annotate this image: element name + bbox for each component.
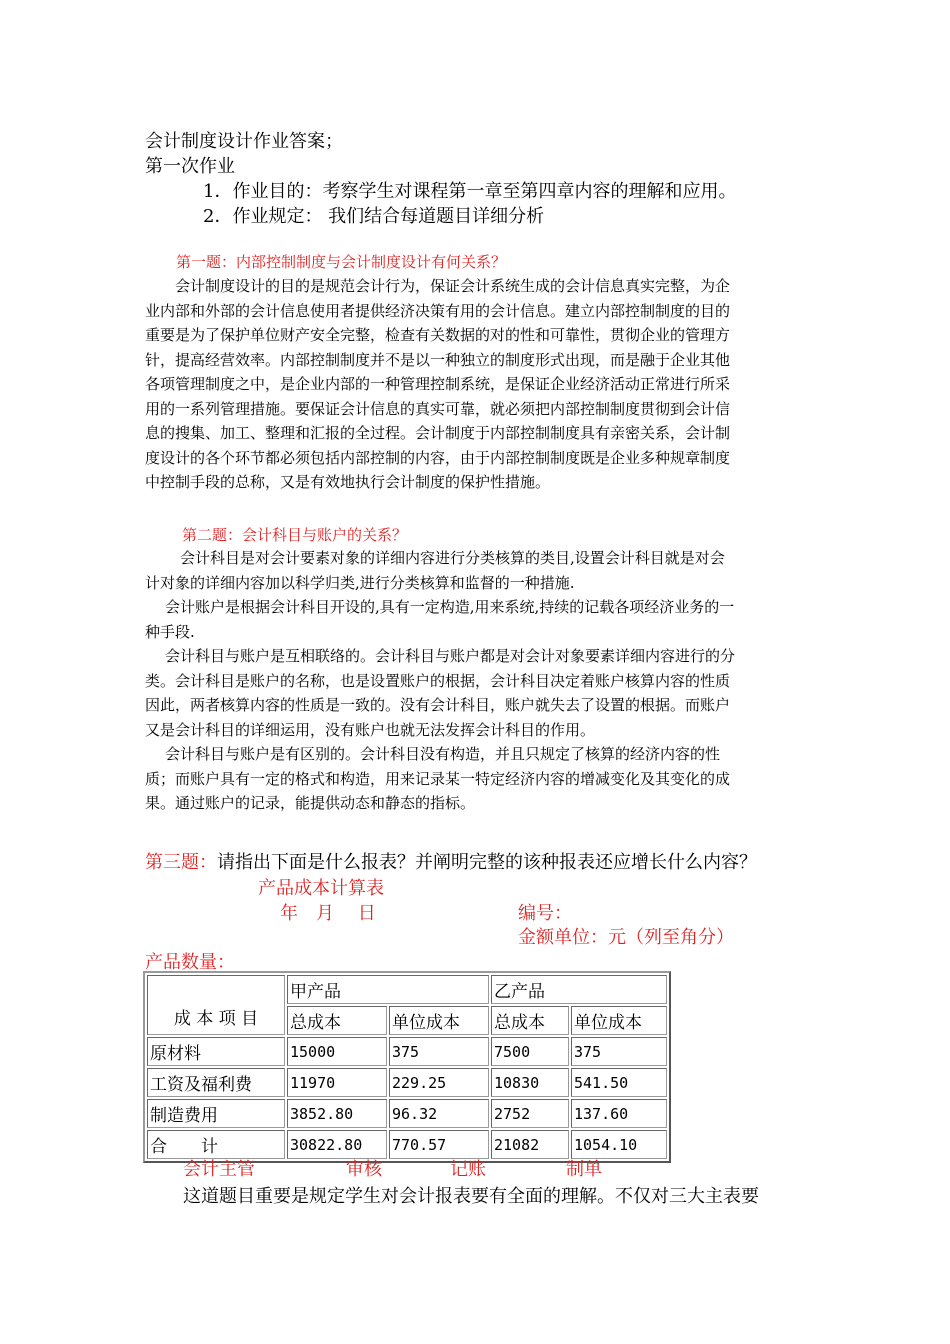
row-label: 原材料 — [147, 1037, 285, 1066]
q3-question-text: 请指出下面是什么报表？并阐明完整的该种报表还应增长什么内容？ — [217, 852, 757, 873]
product-a-header: 甲产品 — [287, 975, 489, 1004]
table-cell: 30822.80 — [287, 1130, 387, 1159]
table-cell: 137.60 — [571, 1099, 667, 1128]
table-cell: 375 — [389, 1037, 489, 1066]
table-header-row — [147, 975, 667, 1004]
q2-line: 会计科目是对会计要素对象的详细内容进行分类核算的类目,设置会计科目就是对会 — [165, 549, 725, 567]
q2-answer — [145, 546, 810, 816]
table-cell: 770.57 — [389, 1130, 489, 1159]
table-cell: 1054.10 — [571, 1130, 667, 1159]
q2-line: 会计账户是根据会计科目开设的,具有一定构造,用来系统,持续的记载各项经济业务的一 — [165, 598, 735, 616]
col-header: 总成本 — [491, 1006, 569, 1035]
report-title: 产品成本计算表 — [258, 878, 384, 899]
q2-line: 质；而账户具有一定的格式和构造，用来记录某一特定经济内容的增减变化及其变化的成 — [145, 769, 731, 788]
cost-table — [143, 971, 671, 1163]
col-header: 单位成本 — [389, 1006, 489, 1035]
q1-line: 各项管理制度之中，是企业内部的一种管理控制系统，是保证企业经济活动正常进行所采 — [145, 375, 731, 393]
q1-line: 用的一系列管理措施。要保证会计信息的真实可靠，就必须把内部控制制度贯彻到会计信 — [145, 399, 731, 418]
report-date: 年 月 日 — [280, 903, 376, 924]
table-cell: 11970 — [287, 1068, 387, 1097]
q2-line: 会计科目与账户是有区别的。会计科目没有构造，并且只规定了核算的经济内容的性 — [165, 745, 721, 763]
q3-answer-start: 这道题目重要是规定学生对会计报表要有全面的理解。不仅对三大主表要 — [183, 1186, 759, 1207]
product-b-header: 乙产品 — [491, 975, 667, 1004]
signature-supervisor: 会计主管 — [183, 1159, 255, 1180]
q1-line: 业内部和外部的会计信息使用者提供经济决策有用的会计信息。建立内部控制制度的目的 — [145, 301, 731, 320]
q2-line: 又是会计科目的详细运用，没有账户也就无法发挥会计科目的作用。 — [145, 720, 596, 739]
signature-bookkeeper: 记账 — [450, 1159, 486, 1180]
table-cell: 10830 — [491, 1068, 569, 1097]
table-cell: 3852.80 — [287, 1099, 387, 1128]
table-cell: 15000 — [287, 1037, 387, 1066]
q1-line: 会计制度设计的目的是规范会计行为，保证会计系统生成的会计信息真实完整，为企 — [160, 277, 731, 295]
signature-reviewer: 审核 — [346, 1159, 382, 1180]
table-cell: 375 — [571, 1037, 667, 1066]
table-row — [147, 1099, 667, 1128]
col-header: 单位成本 — [571, 1006, 667, 1035]
assignment-requirement: 2．作业规定： 我们结合每道题目详细分析 — [203, 206, 545, 227]
assignment-purpose: 1．作业目的：考察学生对课程第一章至第四章内容的理解和应用。 — [203, 181, 737, 202]
q1-answer — [145, 274, 810, 495]
signature-preparer: 制单 — [566, 1159, 602, 1180]
q2-line: 计对象的详细内容加以科学归类,进行分类核算和监督的一种措施. — [145, 573, 575, 592]
q2-line: 因此，两者核算内容的性质是一致的。没有会计科目，账户就失去了设置的根据。而账户 — [145, 696, 731, 714]
table-cell: 541.50 — [571, 1068, 667, 1097]
q3-question — [145, 848, 757, 874]
table-cell: 21082 — [491, 1130, 569, 1159]
report-code: 编号： — [518, 903, 572, 924]
doc-title: 会计制度设计作业答案； — [145, 131, 343, 152]
q2-line: 会计科目与账户是互相联络的。会计科目与账户都是对会计对象要素详细内容进行的分 — [165, 647, 736, 665]
q2-title: 第二题：会计科目与账户的关系？ — [182, 526, 408, 544]
row-label: 合 计 — [147, 1130, 285, 1159]
q2-line: 类。会计科目是账户的名称，也是设置账户的根据，会计科目决定着账户核算内容的性质 — [145, 671, 731, 690]
q1-line: 息的搜集、加工、整理和汇报的全过程。会计制度于内部控制制度具有亲密关系，会计制 — [145, 424, 731, 442]
table-cell: 7500 — [491, 1037, 569, 1066]
q1-line: 针，提高经营效率。内部控制制度并不是以一种独立的制度形式出现，而是融于企业其他 — [145, 350, 731, 369]
report-unit: 金额单位：元（列至角分） — [518, 927, 734, 948]
table-row — [147, 1037, 667, 1066]
row-label: 制造费用 — [147, 1099, 285, 1128]
q2-line: 种手段. — [145, 622, 195, 641]
q1-line: 中控制手段的总称，又是有效地执行会计制度的保护性措施。 — [145, 473, 551, 491]
table-row — [147, 1068, 667, 1097]
table-cell: 96.32 — [389, 1099, 489, 1128]
table-cell: 2752 — [491, 1099, 569, 1128]
table-cell: 229.25 — [389, 1068, 489, 1097]
q1-line: 重要是为了保护单位财产安全完整，检查有关数据的对的性和可靠性，贯彻企业的管理方 — [145, 326, 731, 344]
q1-line: 度设计的各个环节都必须包括内部控制的内容，由于内部控制制度既是企业多种规章制度 — [145, 448, 731, 467]
q2-line: 果。通过账户的记录，能提供动态和静态的指标。 — [145, 794, 476, 812]
cost-item-header: 成 本 项 目 — [147, 975, 285, 1035]
q3-label: 第三题： — [145, 852, 217, 873]
row-label: 工资及福利费 — [147, 1068, 285, 1097]
col-header: 总成本 — [287, 1006, 387, 1035]
product-quantity-label: 产品数量： — [145, 952, 235, 973]
q1-title: 第一题：内部控制制度与会计制度设计有何关系？ — [176, 253, 507, 271]
assignment-heading: 第一次作业 — [145, 156, 235, 177]
